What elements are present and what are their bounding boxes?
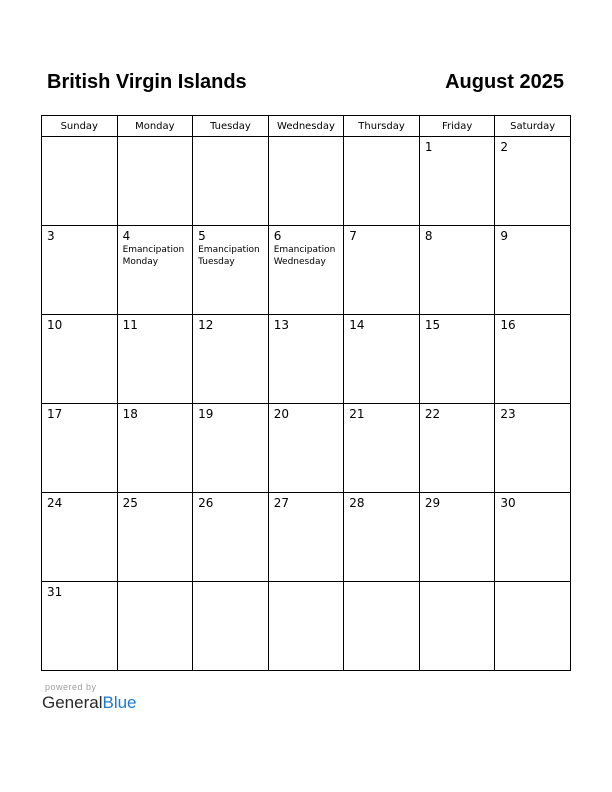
day-cell	[117, 315, 193, 404]
week-row	[42, 404, 571, 493]
day-number: 19	[198, 407, 214, 421]
day-cell	[117, 582, 193, 671]
day-cell	[117, 137, 193, 226]
weekday-header-friday: Friday	[419, 116, 495, 137]
day-cell	[344, 315, 420, 404]
day-cell	[268, 493, 344, 582]
day-number: 8	[424, 229, 433, 243]
country-title: British Virgin Islands	[47, 71, 247, 93]
day-number: 21	[349, 407, 365, 421]
logo-text-blue: Blue	[102, 693, 137, 712]
day-cell	[193, 315, 269, 404]
day-number: 24	[47, 496, 63, 510]
holiday-label: Emancipation Monday	[122, 245, 185, 267]
day-number: 3	[47, 229, 55, 243]
generalblue-logo[interactable]	[42, 693, 137, 713]
day-number: 30	[500, 496, 516, 510]
day-number: 15	[424, 318, 441, 332]
weekday-header-row	[42, 116, 571, 137]
day-cell	[268, 315, 344, 404]
week-row	[42, 226, 571, 315]
week-row	[42, 315, 571, 404]
weekday-header-monday: Monday	[117, 116, 193, 137]
day-number: 25	[122, 496, 138, 510]
weekday-header-sunday: Sunday	[42, 116, 118, 137]
day-cell	[344, 404, 420, 493]
day-cell	[419, 404, 495, 493]
day-number: 14	[349, 318, 365, 332]
day-cell	[495, 582, 571, 671]
weekday-header-saturday: Saturday	[495, 116, 571, 137]
day-cell	[42, 226, 118, 315]
day-cell	[344, 226, 420, 315]
day-number: 23	[500, 407, 516, 421]
month-title: August 2025	[445, 71, 564, 93]
week-row	[42, 137, 571, 226]
day-number: 2	[500, 140, 509, 154]
day-cell	[419, 582, 495, 671]
day-number: 26	[198, 496, 214, 510]
day-number: 6	[273, 229, 282, 243]
day-cell	[344, 493, 420, 582]
day-number: 20	[273, 407, 289, 421]
holiday-label: Emancipation Wednesday	[273, 245, 336, 267]
day-cell	[42, 404, 118, 493]
day-number: 9	[500, 229, 509, 243]
week-row	[42, 582, 571, 671]
calendar-grid	[41, 115, 571, 671]
day-cell	[193, 493, 269, 582]
weekday-header-wednesday: Wednesday	[268, 116, 344, 137]
day-cell	[419, 137, 495, 226]
day-cell	[419, 226, 495, 315]
day-cell	[193, 137, 269, 226]
day-cell	[42, 137, 118, 226]
day-number: 18	[122, 407, 138, 421]
day-cell	[268, 404, 344, 493]
day-number: 16	[500, 318, 516, 332]
weekday-header-tuesday: Tuesday	[193, 116, 269, 137]
day-number: 22	[424, 407, 441, 421]
day-cell	[117, 226, 193, 315]
day-cell	[268, 137, 344, 226]
day-cell	[495, 404, 571, 493]
powered-by-label: powered by	[45, 682, 97, 692]
day-number: 12	[198, 318, 214, 332]
day-cell	[117, 493, 193, 582]
day-number: 28	[349, 496, 365, 510]
week-row	[42, 493, 571, 582]
day-cell	[495, 137, 571, 226]
day-number: 7	[349, 229, 357, 243]
day-number: 17	[47, 407, 63, 421]
day-cell	[495, 226, 571, 315]
day-cell	[117, 404, 193, 493]
day-cell	[268, 582, 344, 671]
logo-text-general: General	[42, 693, 103, 712]
day-cell	[193, 226, 269, 315]
day-number: 31	[47, 585, 63, 599]
day-number: 27	[273, 496, 289, 510]
day-cell	[344, 582, 420, 671]
day-number: 10	[47, 318, 63, 332]
day-cell	[268, 226, 344, 315]
day-cell	[495, 315, 571, 404]
day-cell	[419, 315, 495, 404]
day-cell	[419, 493, 495, 582]
weekday-header-thursday: Thursday	[344, 116, 420, 137]
day-cell	[42, 493, 118, 582]
day-number: 5	[198, 229, 206, 243]
day-cell	[42, 582, 118, 671]
day-cell	[344, 137, 420, 226]
day-cell	[495, 493, 571, 582]
day-number: 29	[424, 496, 441, 510]
day-cell	[193, 404, 269, 493]
holiday-label: Emancipation Tuesday	[198, 245, 260, 267]
day-number: 13	[273, 318, 289, 332]
day-number: 11	[122, 318, 138, 332]
day-number: 4	[122, 229, 131, 243]
day-cell	[42, 315, 118, 404]
day-number: 1	[424, 140, 433, 154]
day-cell	[193, 582, 269, 671]
